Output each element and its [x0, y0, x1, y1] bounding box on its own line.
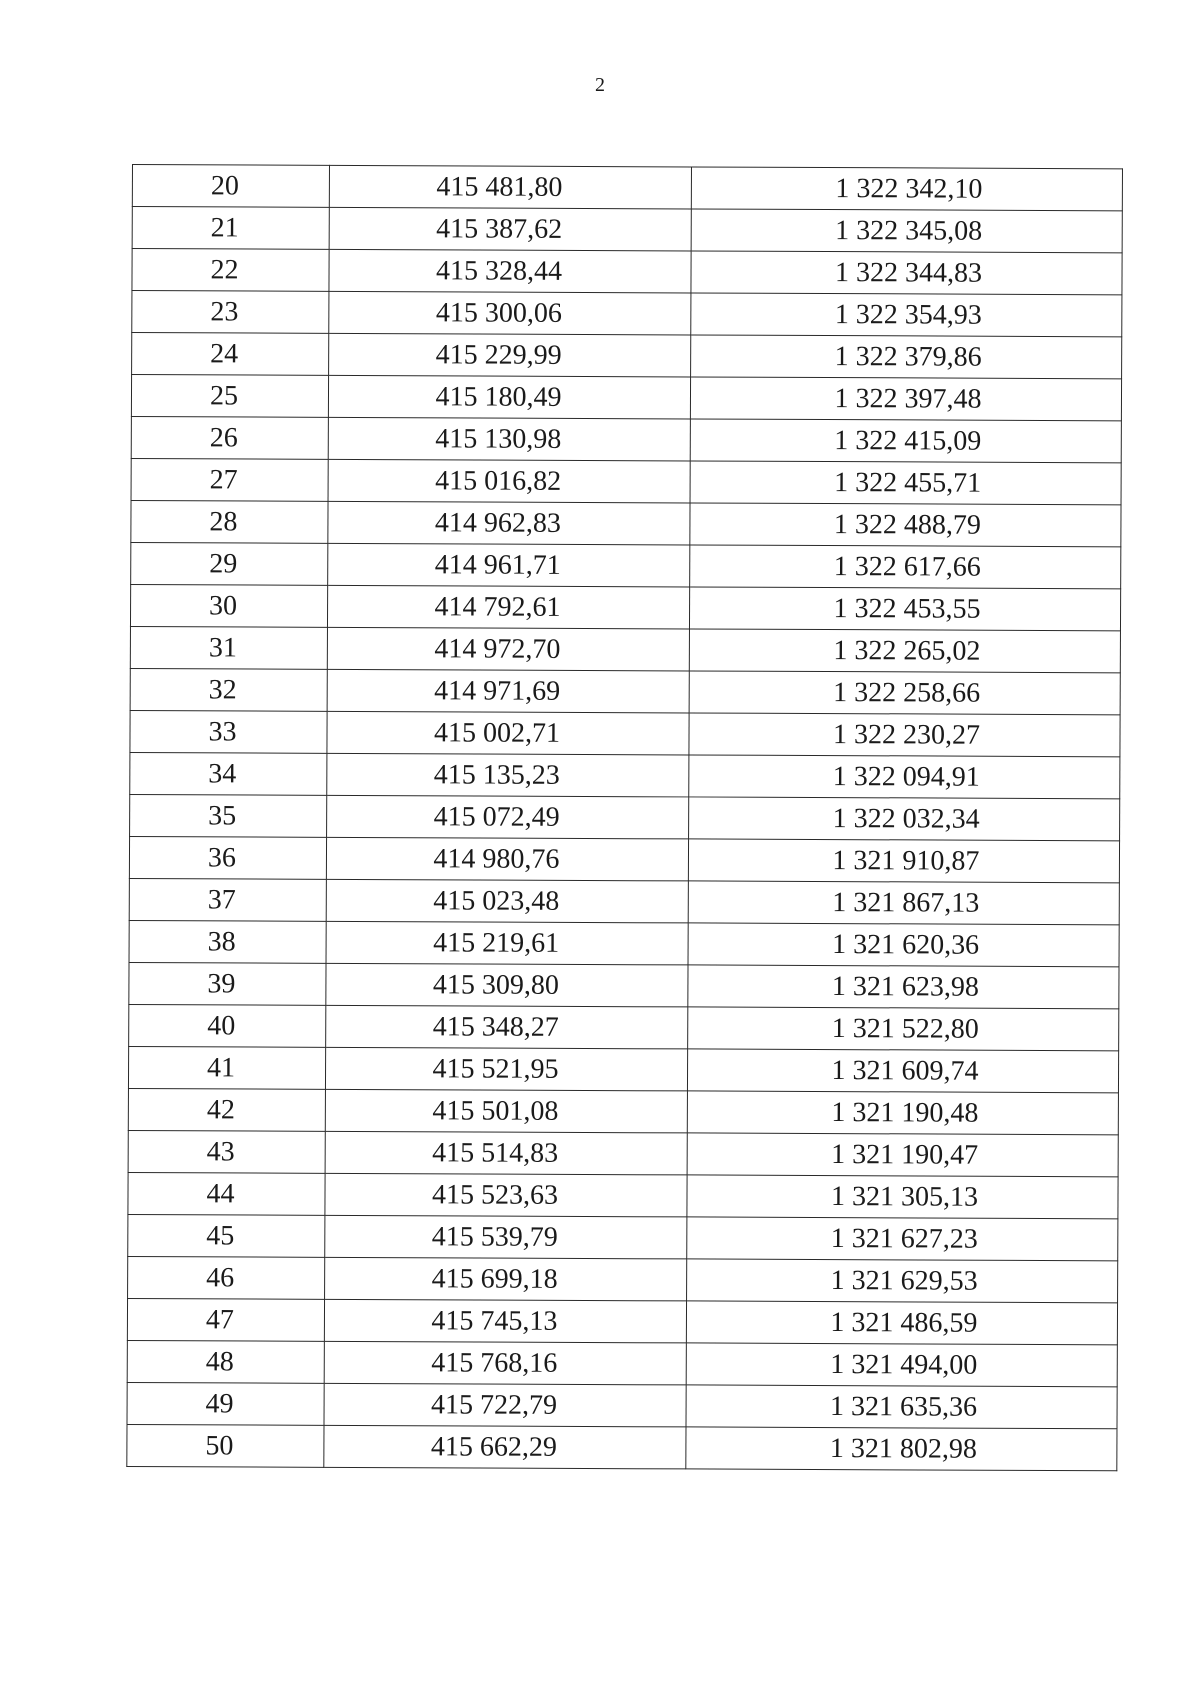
y-coordinate-cell: 1 321 609,74 — [687, 1049, 1118, 1093]
table-row — [129, 1004, 1119, 1050]
y-coordinate-cell: 1 322 032,34 — [689, 797, 1120, 841]
x-coordinate-cell: 415 130,98 — [328, 417, 690, 461]
table-row — [131, 416, 1121, 462]
y-coordinate-cell: 1 321 910,87 — [688, 839, 1119, 883]
y-coordinate-cell: 1 322 354,93 — [691, 293, 1122, 337]
table-row — [127, 1298, 1117, 1344]
table-row — [127, 1382, 1117, 1428]
point-number-cell: 40 — [129, 1004, 326, 1047]
table-row — [131, 542, 1121, 588]
y-coordinate-cell: 1 322 265,02 — [689, 629, 1120, 673]
y-coordinate-cell: 1 321 627,23 — [687, 1217, 1118, 1261]
table-row — [131, 375, 1121, 421]
y-coordinate-cell: 1 322 094,91 — [689, 755, 1120, 799]
point-number-cell: 44 — [128, 1172, 325, 1215]
x-coordinate-cell: 414 792,61 — [327, 585, 689, 629]
page-number: 2 — [595, 74, 605, 96]
x-coordinate-cell: 415 016,82 — [328, 459, 690, 503]
y-coordinate-cell: 1 322 258,66 — [689, 671, 1120, 715]
y-coordinate-cell: 1 322 345,08 — [691, 209, 1122, 253]
table-row — [128, 1130, 1118, 1176]
x-coordinate-cell: 415 539,79 — [325, 1215, 687, 1259]
table-row — [132, 207, 1122, 253]
y-coordinate-cell: 1 322 344,83 — [691, 251, 1122, 295]
y-coordinate-cell: 1 322 397,48 — [690, 377, 1121, 421]
x-coordinate-cell: 415 523,63 — [325, 1173, 687, 1217]
y-coordinate-cell: 1 321 494,00 — [686, 1343, 1117, 1387]
table-row — [127, 1424, 1117, 1470]
point-number-cell: 21 — [132, 207, 329, 250]
table-row — [128, 1256, 1118, 1302]
x-coordinate-cell: 415 699,18 — [325, 1257, 687, 1301]
y-coordinate-cell: 1 321 305,13 — [687, 1175, 1118, 1219]
point-number-cell: 38 — [129, 920, 326, 963]
table-row — [128, 1046, 1118, 1092]
table-row — [130, 752, 1120, 798]
y-coordinate-cell: 1 321 629,53 — [687, 1259, 1118, 1303]
table-row — [129, 962, 1119, 1008]
table-row — [131, 500, 1121, 546]
x-coordinate-cell: 415 501,08 — [325, 1089, 687, 1133]
point-number-cell: 45 — [128, 1214, 325, 1257]
table-row — [130, 710, 1120, 756]
point-number-cell: 23 — [132, 291, 329, 334]
point-number-cell: 42 — [128, 1088, 325, 1131]
y-coordinate-cell: 1 321 620,36 — [688, 923, 1119, 967]
point-number-cell: 49 — [127, 1382, 324, 1425]
coordinates-table — [126, 164, 1123, 1471]
x-coordinate-cell: 415 023,48 — [326, 879, 688, 923]
table-row — [129, 920, 1119, 966]
y-coordinate-cell: 1 322 488,79 — [690, 503, 1121, 547]
x-coordinate-cell: 415 328,44 — [329, 249, 691, 293]
point-number-cell: 46 — [128, 1256, 325, 1299]
y-coordinate-cell: 1 321 802,98 — [686, 1427, 1117, 1471]
x-coordinate-cell: 415 072,49 — [327, 795, 689, 839]
x-coordinate-cell: 415 481,80 — [329, 165, 691, 209]
point-number-cell: 29 — [131, 542, 328, 585]
y-coordinate-cell: 1 321 486,59 — [686, 1301, 1117, 1345]
table-row — [128, 1172, 1118, 1218]
x-coordinate-cell: 415 180,49 — [328, 375, 690, 419]
x-coordinate-cell: 415 745,13 — [324, 1299, 686, 1343]
x-coordinate-cell: 415 521,95 — [325, 1047, 687, 1091]
x-coordinate-cell: 414 972,70 — [327, 627, 689, 671]
y-coordinate-cell: 1 322 617,66 — [690, 545, 1121, 589]
point-number-cell: 33 — [130, 710, 327, 753]
y-coordinate-cell: 1 321 522,80 — [688, 1007, 1119, 1051]
point-number-cell: 24 — [132, 333, 329, 376]
point-number-cell: 30 — [130, 584, 327, 627]
table-row — [129, 878, 1119, 924]
y-coordinate-cell: 1 322 453,55 — [689, 587, 1120, 631]
point-number-cell: 47 — [127, 1298, 324, 1341]
y-coordinate-cell: 1 321 190,47 — [687, 1133, 1118, 1177]
x-coordinate-cell: 414 962,83 — [328, 501, 690, 545]
x-coordinate-cell: 415 002,71 — [327, 711, 689, 755]
point-number-cell: 34 — [130, 752, 327, 795]
x-coordinate-cell: 415 768,16 — [324, 1341, 686, 1385]
x-coordinate-cell: 415 229,99 — [329, 333, 691, 377]
point-number-cell: 27 — [131, 458, 328, 501]
x-coordinate-cell: 414 961,71 — [328, 543, 690, 587]
point-number-cell: 35 — [130, 794, 327, 837]
table-row — [130, 668, 1120, 714]
point-number-cell: 43 — [128, 1130, 325, 1173]
x-coordinate-cell: 414 971,69 — [327, 669, 689, 713]
y-coordinate-cell: 1 321 623,98 — [688, 965, 1119, 1009]
x-coordinate-cell: 414 980,76 — [326, 837, 688, 881]
x-coordinate-cell: 415 135,23 — [327, 753, 689, 797]
y-coordinate-cell: 1 322 230,27 — [689, 713, 1120, 757]
point-number-cell: 36 — [129, 836, 326, 879]
y-coordinate-cell: 1 322 415,09 — [690, 419, 1121, 463]
x-coordinate-cell: 415 514,83 — [325, 1131, 687, 1175]
table-row — [132, 291, 1122, 337]
table-row — [129, 836, 1119, 882]
table-row — [127, 1340, 1117, 1386]
point-number-cell: 32 — [130, 668, 327, 711]
x-coordinate-cell: 415 348,27 — [326, 1005, 688, 1049]
x-coordinate-cell: 415 300,06 — [329, 291, 691, 335]
point-number-cell: 31 — [130, 626, 327, 669]
point-number-cell: 37 — [129, 878, 326, 921]
table-row — [131, 458, 1121, 504]
y-coordinate-cell: 1 322 342,10 — [691, 167, 1122, 211]
point-number-cell: 25 — [131, 375, 328, 418]
point-number-cell: 50 — [127, 1424, 324, 1467]
y-coordinate-cell: 1 322 379,86 — [691, 335, 1122, 379]
table-row — [130, 794, 1120, 840]
table-row — [130, 584, 1120, 630]
table-row — [128, 1214, 1118, 1260]
y-coordinate-cell: 1 322 455,71 — [690, 461, 1121, 505]
point-number-cell: 28 — [131, 500, 328, 543]
table-row — [132, 333, 1122, 379]
point-number-cell: 26 — [131, 416, 328, 459]
table-row — [130, 626, 1120, 672]
x-coordinate-cell: 415 219,61 — [326, 921, 688, 965]
x-coordinate-cell: 415 309,80 — [326, 963, 688, 1007]
point-number-cell: 41 — [128, 1046, 325, 1089]
point-number-cell: 22 — [132, 249, 329, 292]
point-number-cell: 20 — [132, 165, 329, 208]
point-number-cell: 48 — [127, 1340, 324, 1383]
point-number-cell: 39 — [129, 962, 326, 1005]
y-coordinate-cell: 1 321 867,13 — [688, 881, 1119, 925]
table-row — [128, 1088, 1118, 1134]
x-coordinate-cell: 415 662,29 — [324, 1425, 686, 1469]
y-coordinate-cell: 1 321 635,36 — [686, 1385, 1117, 1429]
x-coordinate-cell: 415 387,62 — [329, 207, 691, 251]
table-row — [132, 249, 1122, 295]
table-row — [132, 165, 1122, 211]
y-coordinate-cell: 1 321 190,48 — [687, 1091, 1118, 1135]
coordinates-table-body — [127, 165, 1123, 1471]
x-coordinate-cell: 415 722,79 — [324, 1383, 686, 1427]
